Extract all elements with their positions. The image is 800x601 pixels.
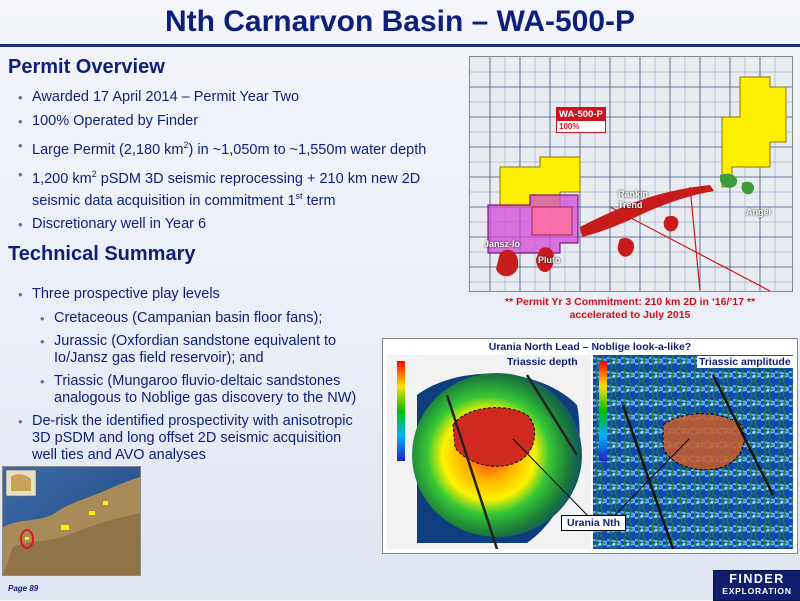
logo-line1: FINDER [729,572,785,586]
location-inset-map [2,466,141,576]
permit-map [469,56,793,292]
rankin-trend-label: Rankin Trend [618,189,649,210]
page-title: Nth Carnarvon Basin – WA-500-P [164,5,636,38]
list-item: • De-risk the identified prospectivity with anisotropic 3D pSDM and long offset 2D seismic acquisition well ties and AVO analyses [8,413,378,464]
list-item: • Jurassic (Oxfordian sandstone equivalent to Io/Jansz gas field reservoir); and [8,333,378,367]
location-map-graphic [3,467,140,575]
logo-line2: EXPLORATION [722,586,792,596]
urania-nth-callout: Urania Nth [561,515,626,531]
triassic-depth-label: Triassic depth [507,356,578,368]
permit-overview-heading: Permit Overview [8,56,165,78]
permit-label: WA-500-P [557,108,605,121]
technical-summary-heading: Technical Summary [8,243,196,265]
permit-percentage: 100% [559,122,580,131]
seismic-panel-title: Urania North Lead – Noblige look-a-like? [488,341,692,353]
angel-label: Angel [746,207,772,217]
permit-overview-list [8,89,468,233]
page-number: Page 89 [8,584,39,593]
list-item: • Cretaceous (Campanian basin floor fans); [8,310,378,327]
technical-summary-list [8,286,378,464]
list-item: • Triassic (Mungaroo fluvio-deltaic sandstones analogous to Noblige gas discovery to the NW) [8,373,378,407]
list-item: • Discretionary well in Year 6 [8,216,468,233]
list-item: • Awarded 17 April 2014 – Permit Year Two [8,89,468,106]
list-item: • 100% Operated by Finder [8,113,468,130]
list-item: • Large Permit (2,180 $km^2$) in ~1,050m to ~1,550m water depth [8,137,468,159]
seismic-panel [382,338,798,554]
commitment-note [470,296,790,322]
jansz-io-label: Jansz-Io [484,239,521,249]
pluto-label: Pluto [538,255,561,265]
finder-logo [713,570,800,601]
permit-callout [556,107,606,133]
title-divider [0,44,800,47]
commitment-note-line1: ** Permit Yr 3 Commitment: 210 km 2D in ‘16/’17 ** [504,296,756,308]
triassic-amplitude-label: Triassic amplitude [699,356,791,368]
permit-map-graphic [470,57,792,291]
commitment-note-line2: accelerated to July 2015 [569,309,691,321]
list-item: • Three prospective play levels [8,286,378,303]
list-item: • 1,200 $km^2$ pSDM 3D seismic reprocessing + 210 km new 2D seismic data acquisition in commitment 1st term [8,166,468,210]
